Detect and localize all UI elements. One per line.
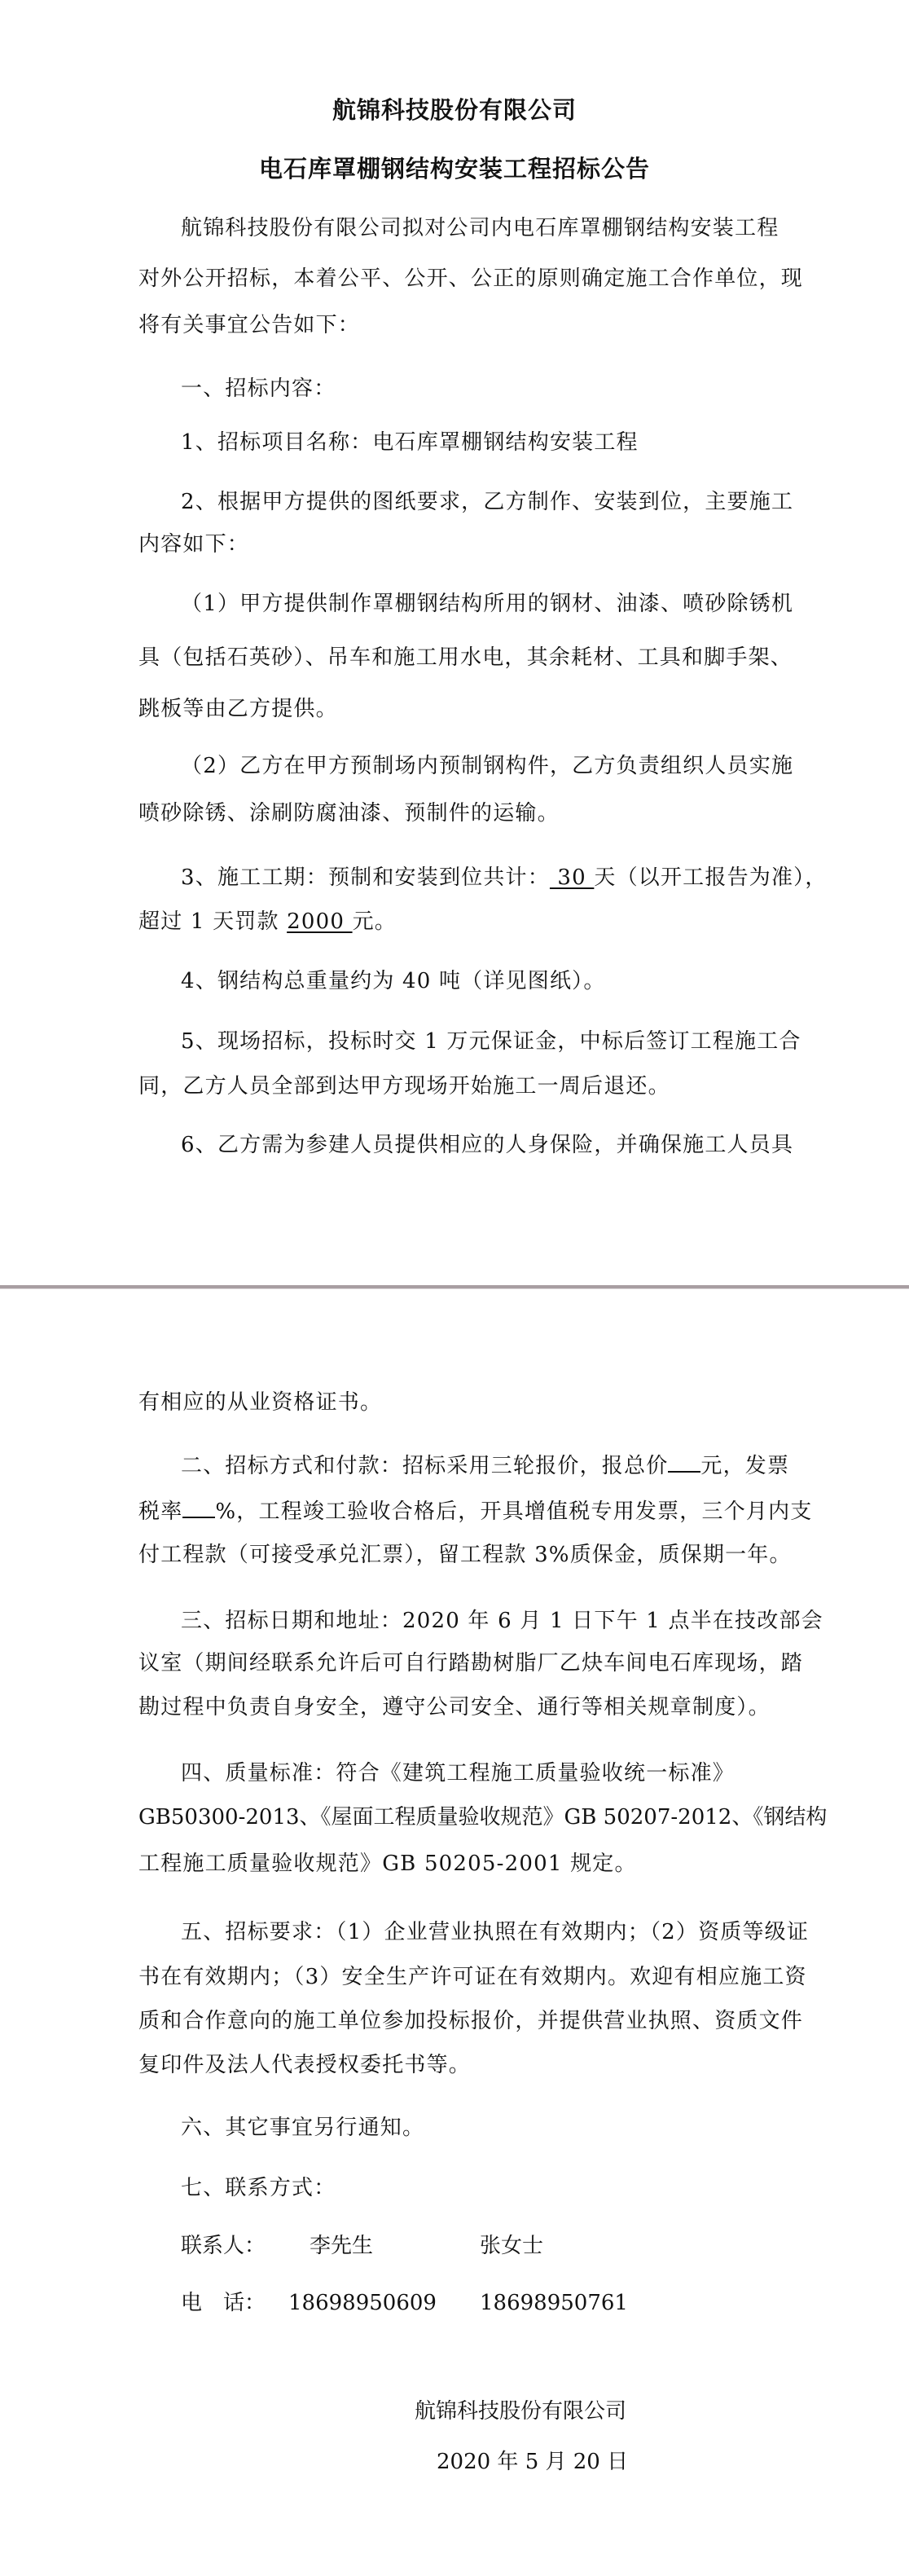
contact-phone-1: 18698950609 [288, 2291, 437, 2315]
page-break-shadow [0, 1288, 909, 1289]
section3-line-1: 三、招标日期和地址：2020 年 6 月 1 日下午 1 点半在技改部会 [181, 1609, 823, 1633]
intro-line-1: 航锦科技股份有限公司拟对公司内电石库罩棚钢结构安装工程 [181, 216, 779, 240]
item3-prefix: 3、施工工期：预制和安装到位共计： [181, 865, 550, 890]
item2-sub1-line-1: （1）甲方提供制作罩棚钢结构所用的钢材、油漆、喷砂除锈机 [181, 592, 794, 616]
section2-line-2 [138, 1497, 813, 1526]
item2-sub1-line-3: 跳板等由乙方提供。 [138, 697, 338, 721]
item1-project-name: 1、招标项目名称：电石库罩棚钢结构安装工程 [181, 430, 639, 455]
section3-line-2: 议室（期间经联系允许后可自行踏勘树脂厂乙炔车间电石库现场，踏 [138, 1651, 804, 1676]
section2-text-b: 元，发票 [700, 1454, 790, 1478]
section4-line-3: 工程施工质量验收规范》GB 50205-2001 规定。 [138, 1852, 637, 1876]
section2-tax-label: 税率 [138, 1499, 183, 1524]
section7-heading: 七、联系方式： [181, 2176, 336, 2200]
item3-line-2 [138, 908, 806, 936]
contact-phone-label: 电 话： [181, 2291, 266, 2315]
section6-other: 六、其它事宜另行通知。 [181, 2116, 425, 2140]
intro-line-3: 将有关事宜公告如下： [138, 313, 361, 337]
signature-date: 2020 年 5 月 20 日 [437, 2450, 629, 2474]
contact-name-2: 张女士 [480, 2234, 544, 2258]
item2-line-1: 2、根据甲方提供的图纸要求，乙方制作、安装到位，主要施工 [181, 490, 794, 514]
tax-rate-blank [182, 1497, 215, 1518]
notice-title: 电石库罩棚钢结构安装工程招标公告 [258, 155, 650, 183]
contact-name-1: 李先生 [310, 2234, 374, 2258]
section2-line-3: 付工程款（可接受承兑汇票），留工程款 3%质保金，质保期一年。 [138, 1543, 792, 1567]
section4-line-1: 四、质量标准：符合《建筑工程施工质量验收统一标准》 [181, 1761, 736, 1786]
item2-sub2-line-2: 喷砂除锈、涂刷防腐油漆、预制件的运输。 [138, 801, 560, 826]
signature-company: 航锦科技股份有限公司 [415, 2399, 627, 2424]
item5-line-1: 5、现场招标，投标时交 1 万元保证金，中标后签订工程施工合 [181, 1029, 801, 1054]
item3-line2-prefix: 超过 1 天罚款 [138, 909, 288, 934]
section2-text-a: 二、招标方式和付款：招标采用三轮报价，报总价 [181, 1454, 669, 1478]
section2-tax-suffix: %，工程竣工验收合格后，开具增值税专用发票，三个月内支 [215, 1499, 813, 1524]
contact-phone-2: 18698950761 [480, 2291, 628, 2315]
item2-line-2: 内容如下： [138, 532, 250, 557]
intro-line-2: 对外公开招标，本着公平、公开、公正的原则确定施工合作单位，现 [138, 266, 804, 291]
total-price-blank [668, 1451, 700, 1473]
item4-weight: 4、钢结构总重量约为 40 吨（详见图纸）。 [181, 969, 606, 993]
contact-person-label: 联系人： [181, 2234, 266, 2258]
section5-line-4: 复印件及法人代表授权委托书等。 [138, 2053, 472, 2077]
item3-line2-suffix: 元。 [352, 909, 397, 934]
section3-line-3: 勘过程中负责自身安全，遵守公司安全、通行等相关规章制度）。 [138, 1695, 771, 1720]
section4-line-2: GB50300-2013、《屋面工程质量验收规范》GB 50207-2012、《钢结构 [138, 1805, 828, 1830]
item3-suffix: 天（以开工报告为准）， [594, 865, 828, 890]
company-title: 航锦科技股份有限公司 [332, 96, 577, 124]
item5-line-2: 同，乙方人员全部到达甲方现场开始施工一周后退还。 [138, 1074, 670, 1099]
section5-line-1: 五、招标要求：（1）企业营业执照在有效期内；（2）资质等级证 [181, 1920, 810, 1944]
item6-line-2: 有相应的从业资格证书。 [138, 1390, 383, 1415]
item2-sub2-line-1: （2）乙方在甲方预制场内预制钢构件，乙方负责组织人员实施 [181, 754, 794, 778]
section5-line-2: 书在有效期内；（3）安全生产许可证在有效期内。欢迎有相应施工资 [138, 1965, 807, 1989]
item6-line-1: 6、乙方需为参建人员提供相应的人身保险，并确保施工人员具 [181, 1133, 794, 1157]
item2-sub1-line-2: 具（包括石英砂）、吊车和施工用水电，其余耗材、工具和脚手架、 [138, 645, 793, 670]
section2-line-1 [181, 1451, 849, 1480]
item3-line-1 [181, 864, 849, 892]
item3-penalty-value: 2000 [287, 909, 353, 934]
item3-days-value: 30 [549, 865, 595, 890]
section5-line-3: 质和合作意向的施工单位参加投标报价，并提供营业执照、资质文件 [138, 2009, 804, 2033]
section1-heading: 一、招标内容： [181, 376, 336, 401]
